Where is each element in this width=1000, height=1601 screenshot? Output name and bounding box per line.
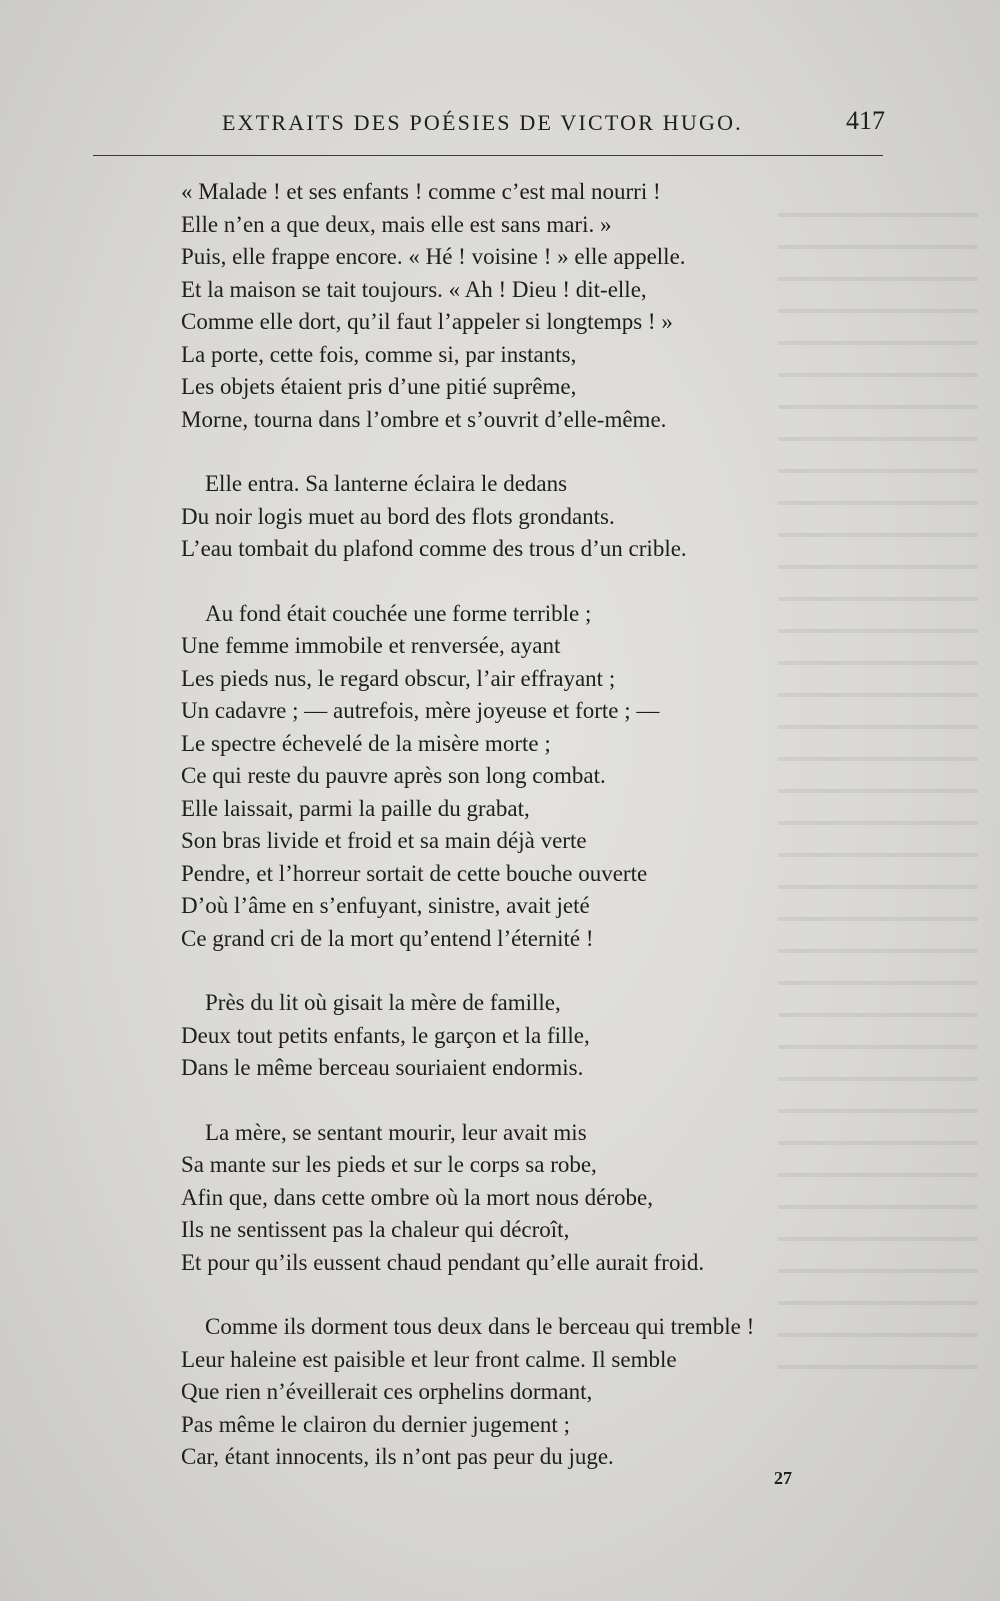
stanza [181, 468, 901, 566]
stanza [181, 598, 901, 956]
poem-line: Le spectre échevelé de la misère morte ; [181, 730, 551, 756]
poem-line: Une femme immobile et renversée, ayant [181, 633, 561, 658]
poem-line: Elle entra. Sa lanterne éclaira le dedans [205, 471, 568, 496]
running-header-title: EXTRAITS DES POÉSIES DE VICTOR HUGO. [222, 110, 743, 135]
poem-body [181, 176, 901, 1506]
poem-line: Pendre, et l’horreur sortait de cette bouche ouverte [181, 860, 648, 886]
poem-line: Près du lit où gisait la mère de famille, [205, 990, 561, 1015]
stanza [181, 1311, 901, 1474]
poem-line: Leur haleine est paisible et leur front calme. Il semble [181, 1346, 677, 1372]
poem-line: Ce grand cri de la mort qu’entend l’éternité ! [181, 925, 594, 951]
poem-line: Un cadavre ; — autrefois, mère joyeuse et forte ; — [181, 698, 660, 723]
poem-line: L’eau tombait du plafond comme des trous d’un crible. [181, 536, 687, 561]
poem-line: Deux tout petits enfants, le garçon et la fille, [181, 1022, 590, 1048]
poem-line: Pas même le clairon du dernier jugement ; [181, 1411, 570, 1437]
poem-line: Au fond était couchée une forme terrible ; [205, 600, 592, 626]
poem-line: Elle laissait, parmi la paille du grabat, [181, 795, 530, 821]
poem-line: « Malade ! et ses enfants ! comme c’est mal nourri ! [181, 179, 661, 204]
poem-line: Puis, elle frappe encore. « Hé ! voisine ! » elle appelle. [181, 244, 686, 269]
poem-line: Comme ils dorment tous deux dans le berceau qui tremble ! [205, 1314, 755, 1339]
poem-line: Que rien n’éveillerait ces orphelins dormant, [181, 1379, 593, 1404]
poem-line: La porte, cette fois, comme si, par instants, [181, 341, 577, 367]
poem-line: Afin que, dans cette ombre où la mort nous dérobe, [181, 1184, 654, 1210]
poem-line: D’où l’âme en s’enfuyant, sinistre, avait jeté [181, 893, 590, 918]
poem-line: Et pour qu’ils eussent chaud pendant qu’elle aurait froid. [181, 1249, 705, 1275]
poem-line: Les objets étaient pris d’une pitié suprême, [181, 374, 577, 399]
poem-line: Les pieds nus, le regard obscur, l’air effrayant ; [181, 665, 616, 691]
stanza [181, 1117, 901, 1280]
stanza [181, 176, 901, 436]
stanza [181, 987, 901, 1085]
page-number: 417 [846, 106, 885, 135]
poem-line: Du noir logis muet au bord des flots grondants. [181, 503, 615, 529]
header-rule [93, 155, 883, 156]
poem-line: Car, étant innocents, ils n’ont pas peur du juge. [181, 1444, 614, 1469]
poem-line: Ce qui reste du pauvre après son long combat. [181, 763, 606, 788]
signature-mark: 27 [774, 1468, 792, 1488]
poem-line: Elle n’en a que deux, mais elle est sans mari. » [181, 211, 612, 237]
poem-line: Et la maison se tait toujours. « Ah ! Dieu ! dit-elle, [181, 276, 647, 302]
poem-line: Comme elle dort, qu’il faut l’appeler si longtemps ! » [181, 309, 673, 334]
poem-line: La mère, se sentant mourir, leur avait mis [205, 1119, 587, 1145]
poem-line: Dans le même berceau souriaient endormis. [181, 1055, 584, 1080]
poem-line: Sa mante sur les pieds et sur le corps sa robe, [181, 1152, 597, 1177]
poem-line: Ils ne sentissent pas la chaleur qui décroît, [181, 1217, 570, 1242]
poem-line: Morne, tourna dans l’ombre et s’ouvrit d’elle-même. [181, 406, 667, 432]
poem-line: Son bras livide et froid et sa main déjà verte [181, 828, 587, 853]
